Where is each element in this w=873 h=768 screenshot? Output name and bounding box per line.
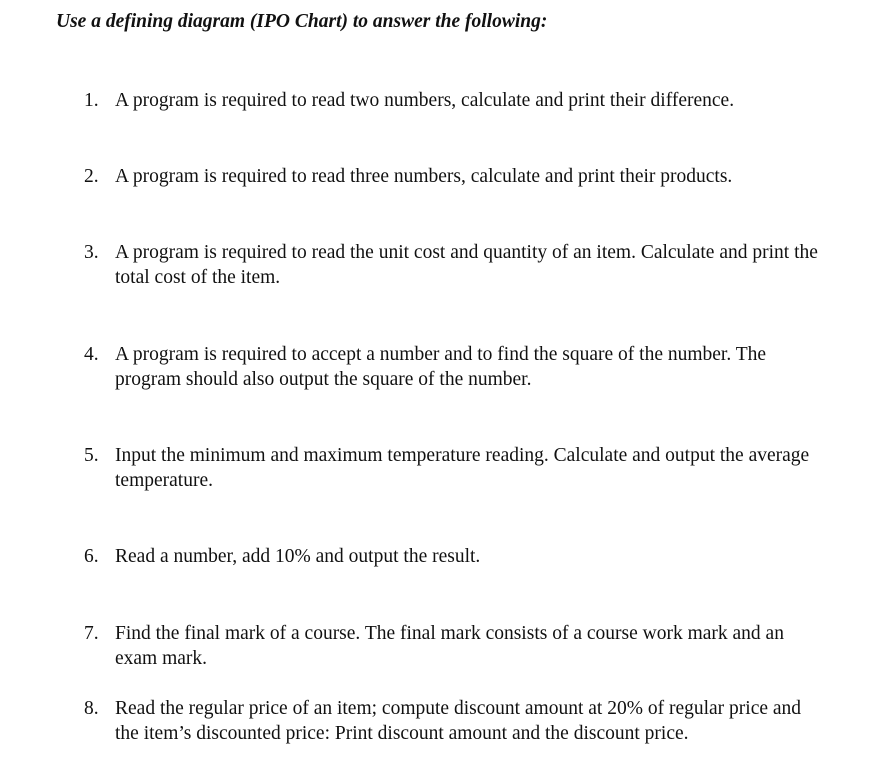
question-number: 5.	[84, 445, 99, 466]
question-item	[84, 88, 824, 113]
question-item	[84, 164, 824, 189]
question-text: A program is required to read two numbers, calculate and print their difference.	[115, 90, 735, 111]
question-number: 1.	[84, 90, 99, 111]
question-text: Read the regular price of an item; compute discount amount at 20% of regular price and the item’s discounted price: Print discount amount and the discount price.	[115, 698, 802, 744]
question-text: A program is required to accept a number and to find the square of the number. The program should also output the square of the number.	[115, 344, 767, 390]
question-text: Read a number, add 10% and output the result.	[115, 546, 481, 567]
question-item	[84, 342, 824, 392]
question-text: Find the final mark of a course. The final mark consists of a course work mark and an exam mark.	[115, 623, 784, 669]
question-text: A program is required to read three numbers, calculate and print their products.	[115, 166, 733, 187]
question-item	[84, 696, 824, 746]
question-text: A program is required to read the unit cost and quantity of an item. Calculate and print the total cost of the item.	[115, 242, 818, 288]
question-text: Input the minimum and maximum temperature reading. Calculate and output the average temperature.	[115, 445, 810, 491]
question-number: 8.	[84, 698, 99, 719]
page-heading: Use a defining diagram (IPO Chart) to answer the following:	[56, 11, 548, 32]
question-number: 6.	[84, 546, 99, 567]
question-item	[84, 621, 824, 671]
question-item	[84, 544, 824, 569]
question-item	[84, 240, 824, 290]
question-number: 4.	[84, 344, 99, 365]
question-number: 7.	[84, 623, 99, 644]
question-number: 3.	[84, 242, 99, 263]
question-number: 2.	[84, 166, 99, 187]
question-item	[84, 443, 824, 493]
